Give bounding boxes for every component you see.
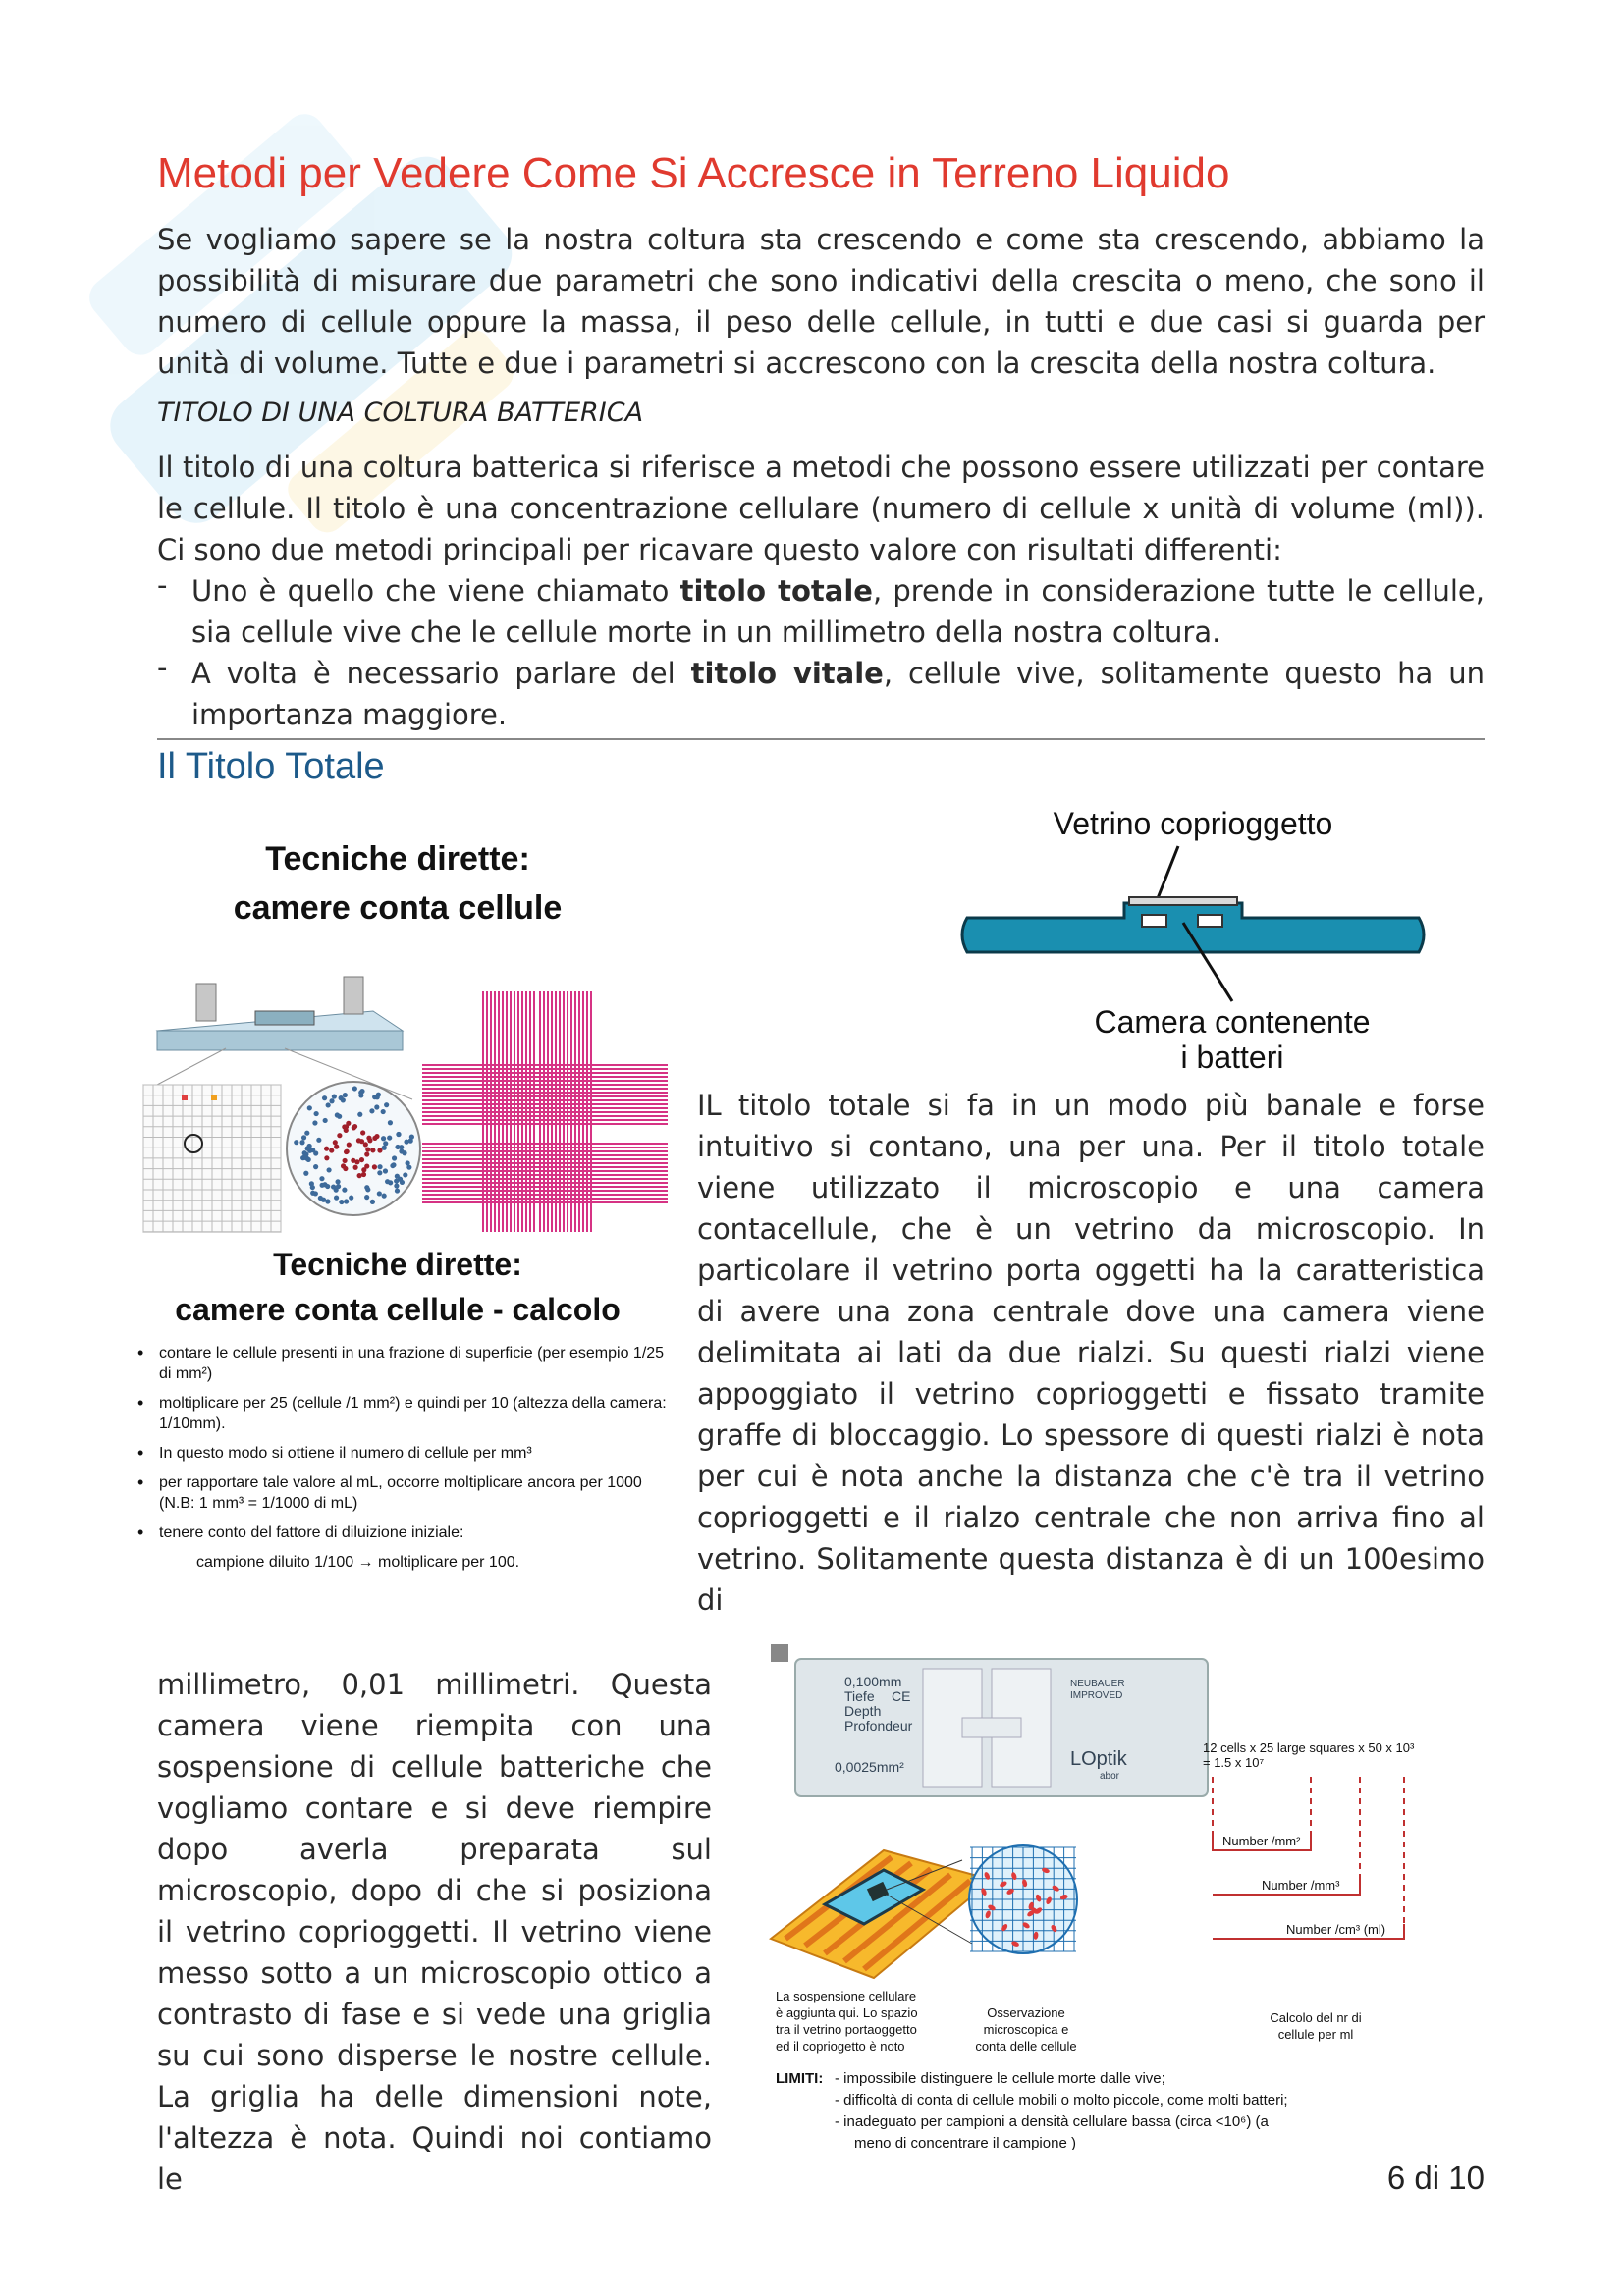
label-vetrino-coprioggetto: Vetrino coprioggetto [1053, 806, 1333, 841]
section-title: Il Titolo Totale [157, 746, 385, 787]
label-camera-line1: Camera contenente [1094, 1004, 1371, 1040]
method-list [157, 570, 1485, 735]
counting-chamber-illustration [128, 972, 668, 1237]
calc-line-2: = 1.5 x 10⁷ [1203, 1755, 1265, 1770]
figure-camere-conta-cellule [128, 825, 668, 1639]
svg-text:microscopica e: microscopica e [983, 2022, 1069, 2037]
svg-text:LOptik: LOptik [1070, 1748, 1127, 1770]
right-paragraph: IL titolo totale si fa in un modo più banale e forse intuitivo si contano, una per una. Per il titolo totale viene utilizzato il microscopio e una camera contacellule, che è un vetrino da microscopio. In particolare il vetrino porta oggetti ha la caratteristica di avere una zona centrale dove una camera viene delimitata ai lati da due rialzi. Su questi rialzi viene appoggiato il vetrino coprioggetti e fissato tramite graffe di bloccaggio. Lo spessore di questi rialzi è nota per cui è nota anche la distanza che c'è tra il vetrino coprioggetti e il rialzo centrale che non arriva fino al vetrino. Solitamente questa distanza è di un 100esimo di [697, 1089, 1485, 1617]
list-item: • moltiplicare per 25 (cellule /1 mm²) e quindi per 10 (altezza della camera: 1/10mm). [137, 1393, 668, 1434]
svg-text:conta delle cellule: conta delle cellule [975, 2039, 1077, 2054]
calc-bullet-list [137, 1343, 668, 1581]
svg-text:- impossibile distinguere le c: - impossibile distinguere le cellule morte dalle vive; [835, 2070, 1165, 2087]
svg-text:LIMITI:: LIMITI: [776, 2070, 824, 2087]
calc-line-1: 12 cells x 25 large squares x 50 x 10³ [1203, 1740, 1415, 1755]
svg-text:- difficoltà di conta di cellu: - difficoltà di conta di cellule mobili o molto piccole, come molti batteri; [835, 2092, 1288, 2109]
label-number-cm3: Number /cm³ (ml) [1286, 1922, 1386, 1937]
svg-text:NEUBAUER: NEUBAUER [1070, 1679, 1125, 1689]
intro-paragraph: Se vogliamo sapere se la nostra coltura sta crescendo e come sta crescendo, abbiamo la possibilità di misurare due parametri che sono indicativi della crescita o meno, che sono il numero di cellule oppure la massa, il peso delle cellule, in tutti e due casi si guarda per unità di volume. Tutte e due i parametri si accrescono con la crescita della nostra coltura. [157, 223, 1485, 380]
svg-text:- inadeguato per campioni a de: - inadeguato per campioni a densità cellulare bassa (circa <10⁶) (a [835, 2113, 1269, 2130]
label-number-mm2: Number /mm² [1222, 1834, 1301, 1848]
bold-term: titolo vitale [690, 657, 884, 690]
bold-term: titolo totale [679, 574, 873, 608]
label-number-mm3: Number /mm³ [1262, 1878, 1340, 1893]
svg-text:Osservazione: Osservazione [987, 2005, 1065, 2020]
list-item: - Uno è quello che viene chiamato titolo totale, prende in considerazione tutte le cellule, sia cellule vive che le cellule morte in un millimetro della nostra coltura. [157, 568, 1485, 649]
svg-text:tra il vetrino portaoggetto: tra il vetrino portaoggetto [776, 2022, 917, 2037]
svg-text:La sospensione cellulare: La sospensione cellulare [776, 1989, 917, 2003]
svg-text:IMPROVED: IMPROVED [1070, 1690, 1123, 1701]
list-item: • In questo modo si ottiene il numero di cellule per mm³ [137, 1443, 668, 1464]
svg-text:Profondeur: Profondeur [844, 1718, 913, 1734]
svg-text:0,100mm: 0,100mm [844, 1674, 902, 1689]
slide-cross-section-diagram [947, 805, 1429, 1080]
figure-title-1: Tecniche dirette: camere conta cellule [233, 840, 563, 927]
svg-text:è aggiunta qui. Lo spazio: è aggiunta qui. Lo spazio [776, 2005, 918, 2020]
svg-text:0,0025mm²: 0,0025mm² [835, 1759, 904, 1775]
svg-text:Depth: Depth [844, 1703, 882, 1719]
list-item: • tenere conto del fattore di diluizione iniziale: [137, 1522, 668, 1543]
svg-text:Calcolo del nr di: Calcolo del nr di [1270, 2010, 1362, 2025]
svg-text:ed il copriogetto è noto: ed il copriogetto è noto [776, 2039, 905, 2054]
label-camera-line2: i batteri [1180, 1040, 1284, 1075]
section-divider [157, 738, 1485, 740]
left-paragraph: millimetro, 0,01 millimetri. Questa camera viene riempita con una sospensione di cellule batteriche che vogliamo contare e si deve riempire dopo averla preparata sul microscopio, dopo di che si posiziona il vetrino coprioggetti. Il vetrino viene messo sotto a un microscopio ottico a contrasto di fase e si vede una griglia su cui sono disperse le nostre cellule. La griglia ha delle dimensioni note, l'altezza è nota. Quindi noi contiamo le [157, 1668, 712, 2196]
neubauer-chamber-figure [766, 1639, 1473, 2150]
list-item: campione diluito 1/100 → moltiplicare per 100. [196, 1554, 520, 1571]
subheading-titolo: TITOLO DI UNA COLTURA BATTERICA [157, 398, 644, 428]
list-item: • contare le cellule presenti in una frazione di superficie (per esempio 1/25 di mm²) [137, 1343, 668, 1384]
svg-text:CE: CE [892, 1688, 911, 1704]
list-item: • per rapportare tale valore al mL, occorre moltiplicare ancora per 1000 (N.B: 1 mm³ = 1/1000 di mL) [137, 1472, 668, 1514]
svg-text:meno di concentrare il campion: meno di concentrare il campione ) [854, 2135, 1076, 2150]
svg-text:Tiefe: Tiefe [844, 1688, 875, 1704]
titolo-paragraph: Il titolo di una coltura batterica si riferisce a metodi che possono essere utilizzati per contare le cellule. Il titolo è una concentrazione cellulare (numero di cellule x unità di volume (ml)). Ci sono due metodi principali per ricavare questo valore con risultati differenti: [157, 451, 1485, 566]
page-heading: Metodi per Vedere Come Si Accresce in Terreno Liquido [157, 149, 1230, 197]
page-number: 6 di 10 [1386, 2160, 1485, 2196]
svg-text:abor: abor [1100, 1771, 1120, 1782]
svg-text:cellule per ml: cellule per ml [1277, 2027, 1354, 2042]
figure-title-2: Tecniche dirette: camere conta cellule - calcolo [175, 1247, 621, 1327]
list-item: - A volta è necessario parlare del titolo vitale, cellule vive, solitamente questo ha un importanza maggiore. [157, 651, 1486, 731]
